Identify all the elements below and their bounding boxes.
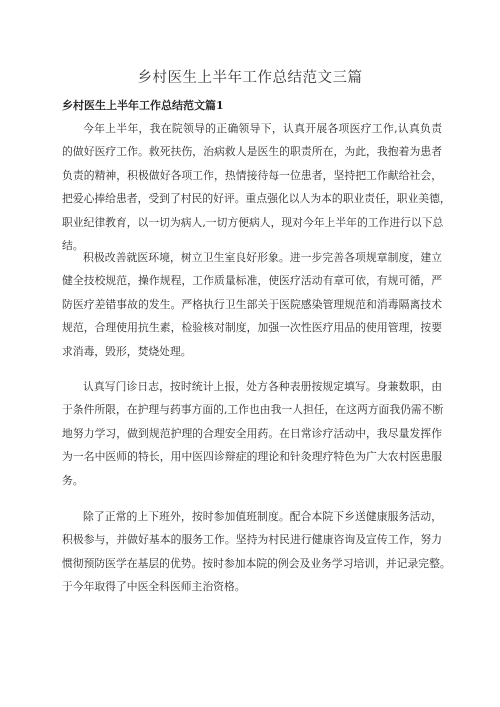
paragraph-line: 惯彻预防医学在基层的优势。按时参加本院的例会及业务学习培训，并记录完整。: [62, 556, 451, 570]
paragraph-line: 认真写门诊日志，按时统计上报，处方各种表册按规定填写。身兼数职，由: [83, 380, 442, 393]
paragraph-line: 除了正常的上下班外，按时参加值班制度。配合本院下乡送健康服务活动，: [83, 510, 442, 523]
paragraph-1: [62, 117, 451, 257]
paragraph-2: [62, 246, 442, 363]
paragraph-line: 积极参与，并做好基本的服务工作。坚持为村民进行健康咨询及宣传工作，努力: [62, 533, 442, 547]
paragraph-line: 于今年取得了中医全科医师主治资格。: [62, 580, 246, 594]
paragraph-line: 防医疗差错事故的发生。严格执行卫生部关于医院感染管理规范和消毒隔离技术: [62, 297, 442, 311]
paragraph-line: 结。: [62, 238, 84, 252]
paragraph-line: 负责的精神，积极做好各项工作，热情接待每一位患者，坚持把工作献给社会，: [62, 168, 442, 182]
section-heading: 乡村医生上半年工作总结范文篇1: [62, 99, 224, 112]
paragraph-line: 今年上半年，我在院领导的正确领导下，认真开展各项医疗工作,认真负责: [83, 122, 442, 135]
paragraph-line: 务。: [62, 473, 84, 487]
paragraph-line: 的做好医疗工作。救死扶伤，治病救人是医生的职责所在，为此，我抱着为患者: [62, 145, 442, 159]
paragraph-line: 为一名中医师的特长，用中医四诊辩症的理论和针灸理疗特色为广大农村医患服: [62, 450, 442, 464]
paragraph-line: 健全技校规范，操作规程，工作质量标准，使医疗活动有章可依，有规可循，严: [62, 274, 442, 288]
paragraph-line: 职业纪律教育，以一切为病人,一切方便病人，现对今年上半年的工作进行以下总: [62, 215, 444, 229]
document-title: 乡村医生上半年工作总结范文三篇: [137, 70, 363, 86]
paragraph-line: 积极改善就医环境，树立卫生室良好形象。进一步完善各项规章制度，建立: [83, 251, 442, 264]
paragraph-line: 把爱心捧给患者，受到了村民的好评。重点强化以人为本的职业责任，职业美德，: [62, 192, 451, 206]
paragraph-line: 于条件所限，在护理与药事方面的,工作也由我一人担任，在这两方面我仍需不断: [62, 403, 444, 417]
paragraph-line: 地努力学习，做到规范护理的合理安全用药。在日常诊疗活动中，我尽量发挥作: [62, 426, 442, 440]
paragraph-line: 求消毒，毁形，焚烧处理。: [62, 344, 192, 358]
paragraph-3: [62, 375, 442, 492]
paragraph-line: 规范，合理使用抗生素，检验核对制度，加强一次性医疗用品的使用管理，按要: [62, 321, 442, 335]
paragraph-4: [62, 505, 451, 599]
